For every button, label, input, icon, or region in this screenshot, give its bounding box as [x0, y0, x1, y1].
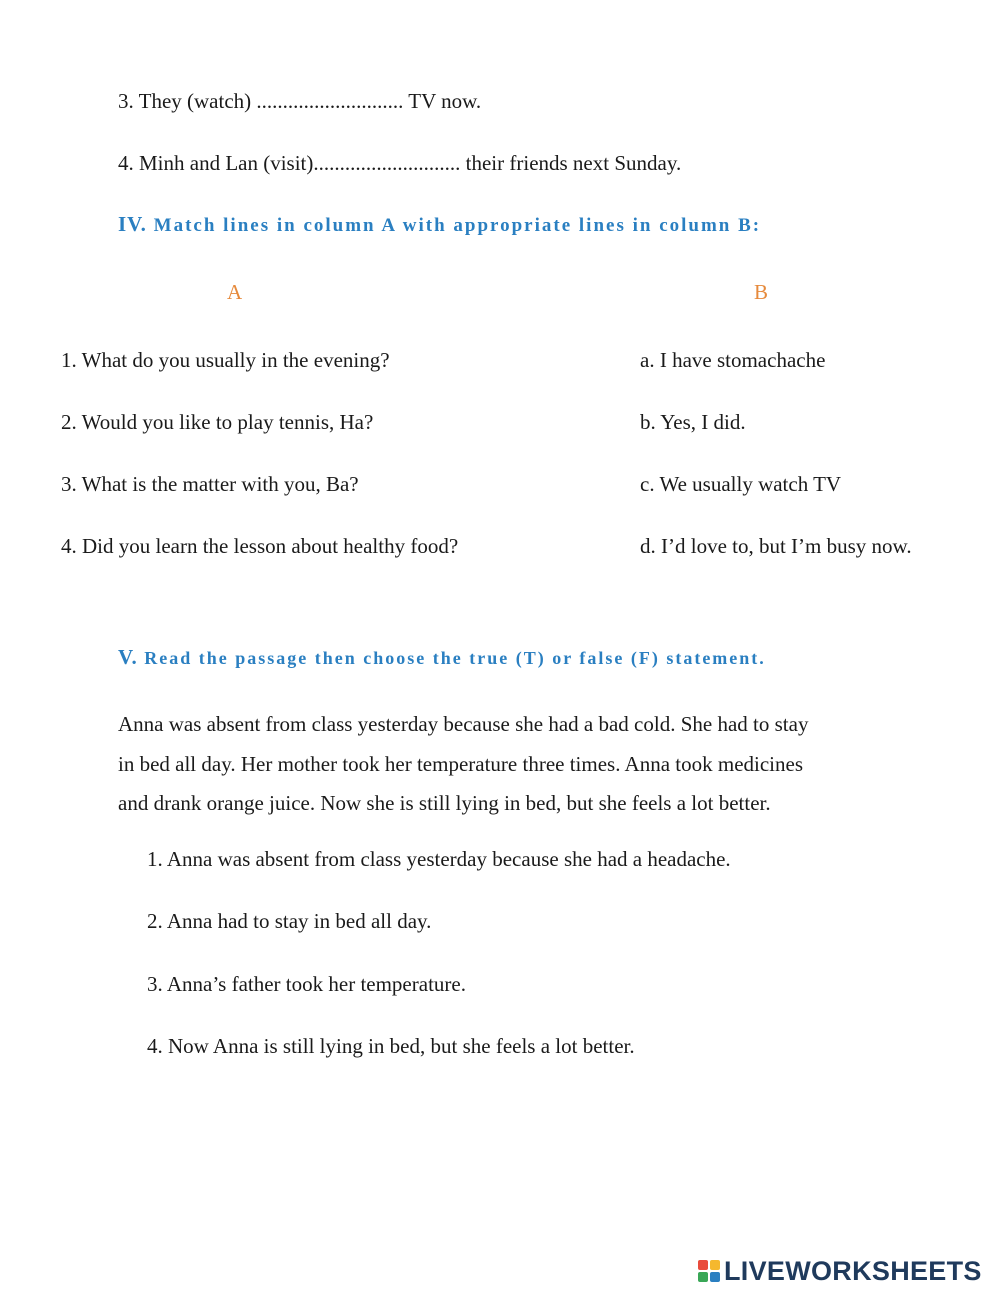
column-a-item-3: 3. What is the matter with you, Ba? — [61, 472, 359, 496]
column-a-item-4: 4. Did you learn the lesson about healthy food? — [61, 534, 459, 558]
column-b-item-b: b. Yes, I did. — [640, 410, 746, 434]
logo-square-icon — [710, 1260, 720, 1270]
column-b-item-d: d. I’d love to, but I’m busy now. — [640, 534, 912, 558]
logo-text: LIVEWORKSHEETS — [724, 1255, 982, 1286]
column-b-label: B — [754, 280, 769, 304]
reading-passage — [118, 705, 898, 824]
section-iv-numeral: IV. — [118, 212, 147, 236]
passage-line-3: and drank orange juice. Now she is still lying in bed, but she feels a lot better. — [118, 791, 771, 815]
statement-2: 2. Anna had to stay in bed all day. — [147, 909, 432, 933]
statement-1: 1. Anna was absent from class yesterday because she had a headache. — [147, 847, 731, 871]
column-b-item-a: a. I have stomachache — [640, 348, 826, 372]
logo-square-icon — [710, 1272, 720, 1282]
passage-line-2: in bed all day. Her mother took her temperature three times. Anna took medicines — [118, 751, 804, 776]
exercise-item-3: 3. They (watch) ............................ TV now. — [118, 89, 482, 113]
section-iv-title: Match lines in column A with appropriate lines in column B: — [146, 215, 762, 236]
section-v-title: Read the passage then choose the true (T) or false (F) statement. — [137, 648, 766, 668]
section-iv-heading — [118, 212, 761, 237]
column-a-item-1: 1. What do you usually in the evening? — [61, 348, 390, 372]
section-v-numeral: V. — [118, 645, 138, 669]
column-a-label: A — [227, 280, 243, 304]
statement-3: 3. Anna’s father took her temperature. — [147, 972, 466, 996]
logo-square-icon — [698, 1260, 708, 1270]
logo-mark-icon — [698, 1260, 720, 1282]
column-b-item-c: c. We usually watch TV — [640, 472, 842, 496]
logo-square-icon — [698, 1272, 708, 1282]
passage-line-1: Anna was absent from class yesterday because she had a bad cold. She had to stay — [118, 712, 809, 736]
column-a-item-2: 2. Would you like to play tennis, Ha? — [61, 410, 374, 434]
exercise-item-4: 4. Minh and Lan (visit)............................ their friends next Sunday. — [118, 151, 682, 175]
liveworksheets-logo — [698, 1255, 982, 1287]
section-v-heading — [118, 645, 766, 670]
statement-4: 4. Now Anna is still lying in bed, but she feels a lot better. — [147, 1034, 635, 1058]
